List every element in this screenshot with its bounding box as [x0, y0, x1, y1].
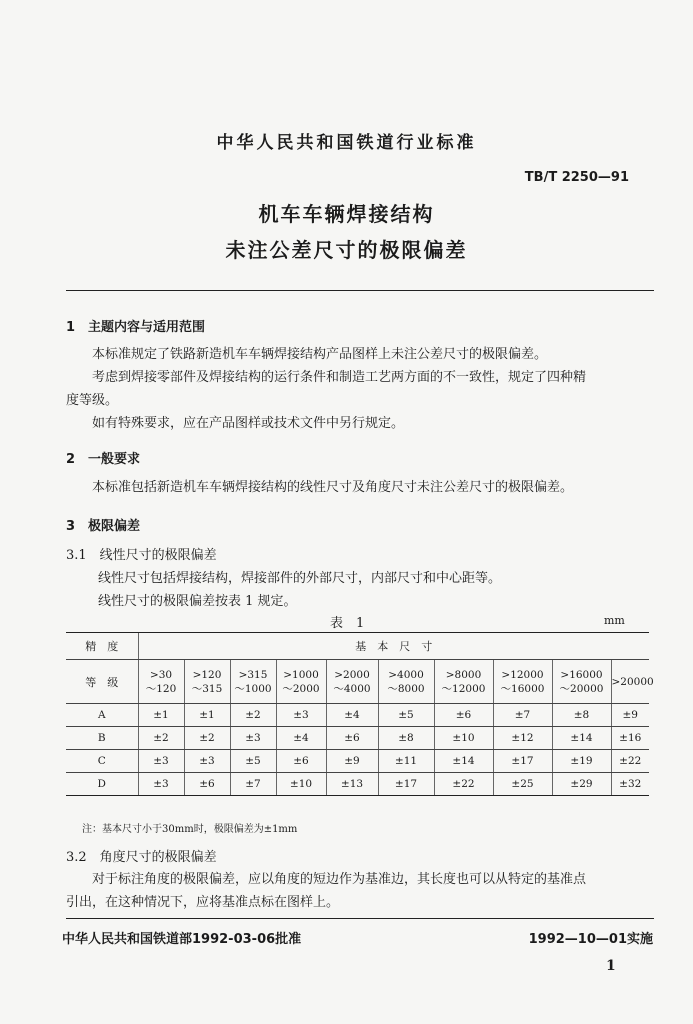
value-cell: ±3 [138, 750, 184, 773]
value-cell: ±7 [493, 704, 552, 727]
value-cell: ±3 [230, 727, 276, 750]
table-row [66, 704, 649, 727]
value-cell: ±1 [184, 704, 230, 727]
value-cell: ±9 [611, 704, 649, 727]
section-3-2-heading: 3.2 角度尺寸的极限偏差 [66, 850, 217, 865]
value-cell: ±10 [276, 773, 326, 796]
value-cell: ±11 [378, 750, 434, 773]
org-title: 中华人民共和国铁道行业标准 [216, 133, 477, 153]
value-cell: ±3 [138, 773, 184, 796]
value-cell: ±7 [230, 773, 276, 796]
section-3-1-paragraph-1: 线性尺寸包括焊接结构，焊接部件的外部尺寸，内部尺寸和中心距等。 [98, 571, 502, 586]
value-cell: ±6 [326, 727, 378, 750]
section-1-heading: 1 主题内容与适用范围 [66, 320, 206, 335]
section-1-paragraph-2b: 度等级。 [66, 393, 119, 408]
value-cell: ±6 [276, 750, 326, 773]
range-header: >8000 ～12000 [434, 660, 493, 704]
section-3-2-paragraph-1: 对于标注角度的极限偏差，应以角度的短边作为基准边，其长度也可以从特定的基准点 [92, 872, 587, 887]
range-header: >4000 ～8000 [378, 660, 434, 704]
value-cell: ±25 [493, 773, 552, 796]
section-2-paragraph-1: 本标准包括新造机车车辆焊接结构的线性尺寸及角度尺寸未注公差尺寸的极限偏差。 [92, 480, 574, 495]
value-cell: ±17 [493, 750, 552, 773]
value-cell: ±4 [276, 727, 326, 750]
section-1-paragraph-3: 如有特殊要求，应在产品图样或技术文件中另行规定。 [92, 416, 405, 431]
value-cell: ±3 [184, 750, 230, 773]
value-cell: ±10 [434, 727, 493, 750]
value-cell: ±17 [378, 773, 434, 796]
value-cell: ±32 [611, 773, 649, 796]
range-header: >315 ～1000 [230, 660, 276, 704]
value-cell: ±2 [138, 727, 184, 750]
value-cell: ±9 [326, 750, 378, 773]
section-3-1-paragraph-2: 线性尺寸的极限偏差按表 1 规定。 [98, 594, 297, 609]
value-cell: ±16 [611, 727, 649, 750]
table-row [66, 773, 649, 796]
doc-title-line2: 未注公差尺寸的极限偏差 [225, 238, 468, 262]
value-cell: ±8 [378, 727, 434, 750]
value-cell: ±3 [276, 704, 326, 727]
section-1-paragraph-1: 本标准规定了铁路新造机车车辆焊接结构产品图样上未注公差尺寸的极限偏差。 [92, 347, 548, 362]
effective-date: 1992—10—01实施 [528, 932, 653, 947]
value-cell: ±19 [552, 750, 611, 773]
range-header-last: >20000 [611, 660, 649, 704]
range-header: >1000 ～2000 [276, 660, 326, 704]
header-rule [66, 290, 654, 291]
range-header: >2000 ～4000 [326, 660, 378, 704]
table-note: 注：基本尺寸小于30mm时，极限偏差为±1mm [82, 824, 298, 835]
value-cell: ±5 [230, 750, 276, 773]
section-2-heading: 2 一般要求 [66, 452, 141, 467]
grade-header-top: 精 度 [66, 633, 138, 660]
range-header: >120 ～315 [184, 660, 230, 704]
value-cell: ±6 [184, 773, 230, 796]
table-unit: mm [604, 614, 625, 627]
grade-cell: A [66, 704, 138, 727]
value-cell: ±14 [552, 727, 611, 750]
section-3-2-paragraph-2: 引出，在这种情况下，应将基准点标在图样上。 [66, 895, 340, 910]
value-cell: ±12 [493, 727, 552, 750]
value-cell: ±4 [326, 704, 378, 727]
value-cell: ±22 [611, 750, 649, 773]
range-header: >30 ～120 [138, 660, 184, 704]
value-cell: ±29 [552, 773, 611, 796]
table-caption: 表 1 [330, 616, 365, 631]
value-cell: ±2 [184, 727, 230, 750]
value-cell: ±2 [230, 704, 276, 727]
approval-line: 中华人民共和国铁道部1992-03-06批准 [62, 932, 302, 947]
value-cell: ±5 [378, 704, 434, 727]
value-cell: ±8 [552, 704, 611, 727]
range-header: >16000 ～20000 [552, 660, 611, 704]
table-row [66, 750, 649, 773]
doc-title-line1: 机车车辆焊接结构 [258, 202, 435, 226]
value-cell: ±6 [434, 704, 493, 727]
grade-cell: C [66, 750, 138, 773]
standard-code: TB/T 2250—91 [524, 170, 629, 185]
value-cell: ±1 [138, 704, 184, 727]
value-cell: ±14 [434, 750, 493, 773]
section-1-paragraph-2a: 考虑到焊接零部件及焊接结构的运行条件和制造工艺两方面的不一致性，规定了四种精 [92, 370, 587, 385]
value-cell: ±22 [434, 773, 493, 796]
page-number: 1 [606, 958, 616, 974]
section-3-1-heading: 3.1 线性尺寸的极限偏差 [66, 548, 217, 563]
footer-rule [66, 918, 654, 919]
range-header: >12000 ～16000 [493, 660, 552, 704]
value-cell: ±13 [326, 773, 378, 796]
tolerance-table [66, 632, 654, 796]
table-row [66, 727, 649, 750]
grade-header-bottom: 等 级 [66, 660, 138, 704]
nominal-size-header: 基 本 尺 寸 [138, 633, 649, 660]
grade-cell: D [66, 773, 138, 796]
section-3-heading: 3 极限偏差 [66, 519, 141, 534]
grade-cell: B [66, 727, 138, 750]
